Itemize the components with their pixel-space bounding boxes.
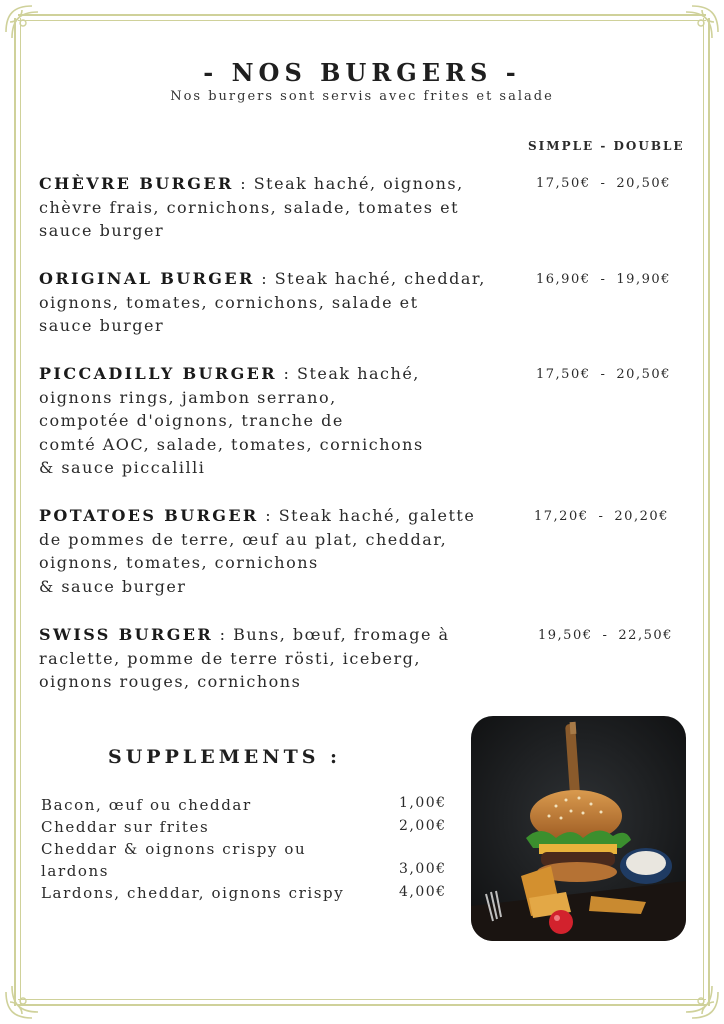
item-name: ORIGINAL BURGER [39,269,255,288]
menu-item-potatoes [39,504,529,598]
price-simple: 19,50€ [538,628,593,643]
price-separator: - [600,367,607,382]
supplement-line: lardons [41,862,110,880]
frame-top-line [18,14,706,16]
item-description: : Steak haché, [276,364,420,383]
price-double: 20,50€ [616,176,671,191]
frame-left-line [14,18,16,1006]
item-name: SWISS BURGER [39,625,214,644]
item-price [536,272,671,287]
item-description: comté AOC, salade, tomates, cornichons [39,434,424,454]
frame-right-line [708,18,710,1006]
supplement-price: 3,00€ [399,861,447,877]
item-price [534,509,669,524]
item-price [536,367,671,382]
item-description: de pommes de terre, œuf au plat, cheddar, [39,529,448,549]
price-simple: 17,50€ [536,367,591,382]
price-double: 20,50€ [616,367,671,382]
item-description: oignons rings, jambon serrano, [39,387,337,407]
item-description: sauce burger [39,221,165,240]
price-separator: - [602,628,609,643]
price-simple: 17,20€ [534,509,589,524]
price-double: 20,20€ [614,509,669,524]
supplement-line: Lardons, cheddar, oignons crispy [41,884,345,902]
price-separator: - [600,272,607,287]
page-title: - NOS BURGERS - [203,58,521,87]
burger-photo [471,716,686,941]
supplement-line: Bacon, œuf ou cheddar [41,796,252,814]
frame-top-line-inner [18,20,706,21]
frame-right-line-inner [703,18,704,1006]
item-name: PICCADILLY BURGER [39,364,277,383]
item-description: : Steak haché, cheddar, [254,269,486,288]
price-double: 19,90€ [616,272,671,287]
item-description: chèvre frais, cornichons, salade, tomates et [39,197,459,217]
item-description: compotée d'oignons, tranche de [39,411,344,430]
item-description: : Buns, bœuf, fromage à [213,625,450,644]
supplement-line: Cheddar & oignons crispy ou [41,840,307,858]
supplement-price: 4,00€ [399,884,447,900]
item-price [536,176,671,191]
item-name: CHÈVRE BURGER [39,174,234,193]
supplement-price: 1,00€ [399,795,447,811]
supplement-line: Cheddar sur frites [41,818,210,836]
item-description: & sauce burger [39,576,187,596]
item-description: oignons, tomates, cornichons [39,553,319,572]
item-name: POTATOES BURGER [39,506,259,525]
item-price [538,628,673,643]
frame-bottom-line [18,1004,706,1006]
price-simple: 17,50€ [536,176,591,191]
item-description: raclette, pomme de terre rösti, iceberg, [39,648,421,668]
frame-bottom-line-inner [18,999,706,1000]
price-column-header: SIMPLE - DOUBLE [528,139,685,153]
item-description: sauce burger [39,316,165,335]
burger-image-icon [471,716,686,941]
item-description: oignons rouges, cornichons [39,672,302,691]
menu-item-original [39,267,529,338]
corner-ornament-icon [2,976,48,1022]
menu-item-piccadilly [39,362,529,480]
price-separator: - [598,509,605,524]
corner-ornament-icon [676,976,722,1022]
frame-left-line-inner [20,18,21,1006]
corner-ornament-icon [676,2,722,48]
corner-ornament-icon [2,2,48,48]
menu-item-swiss [39,623,529,694]
price-simple: 16,90€ [536,272,591,287]
item-description: : Steak haché, oignons, [233,174,464,193]
item-description: oignons, tomates, cornichons, salade et [39,292,419,312]
supplement-price: 2,00€ [399,818,447,834]
price-separator: - [600,176,607,191]
item-description: : Steak haché, galette [258,506,476,525]
supplements-title: SUPPLEMENTS : [108,746,342,768]
menu-item-chevre [39,172,529,243]
page-subtitle: Nos burgers sont servis avec frites et salade [170,89,554,104]
price-double: 22,50€ [618,628,673,643]
item-description: & sauce piccalilli [39,458,206,477]
